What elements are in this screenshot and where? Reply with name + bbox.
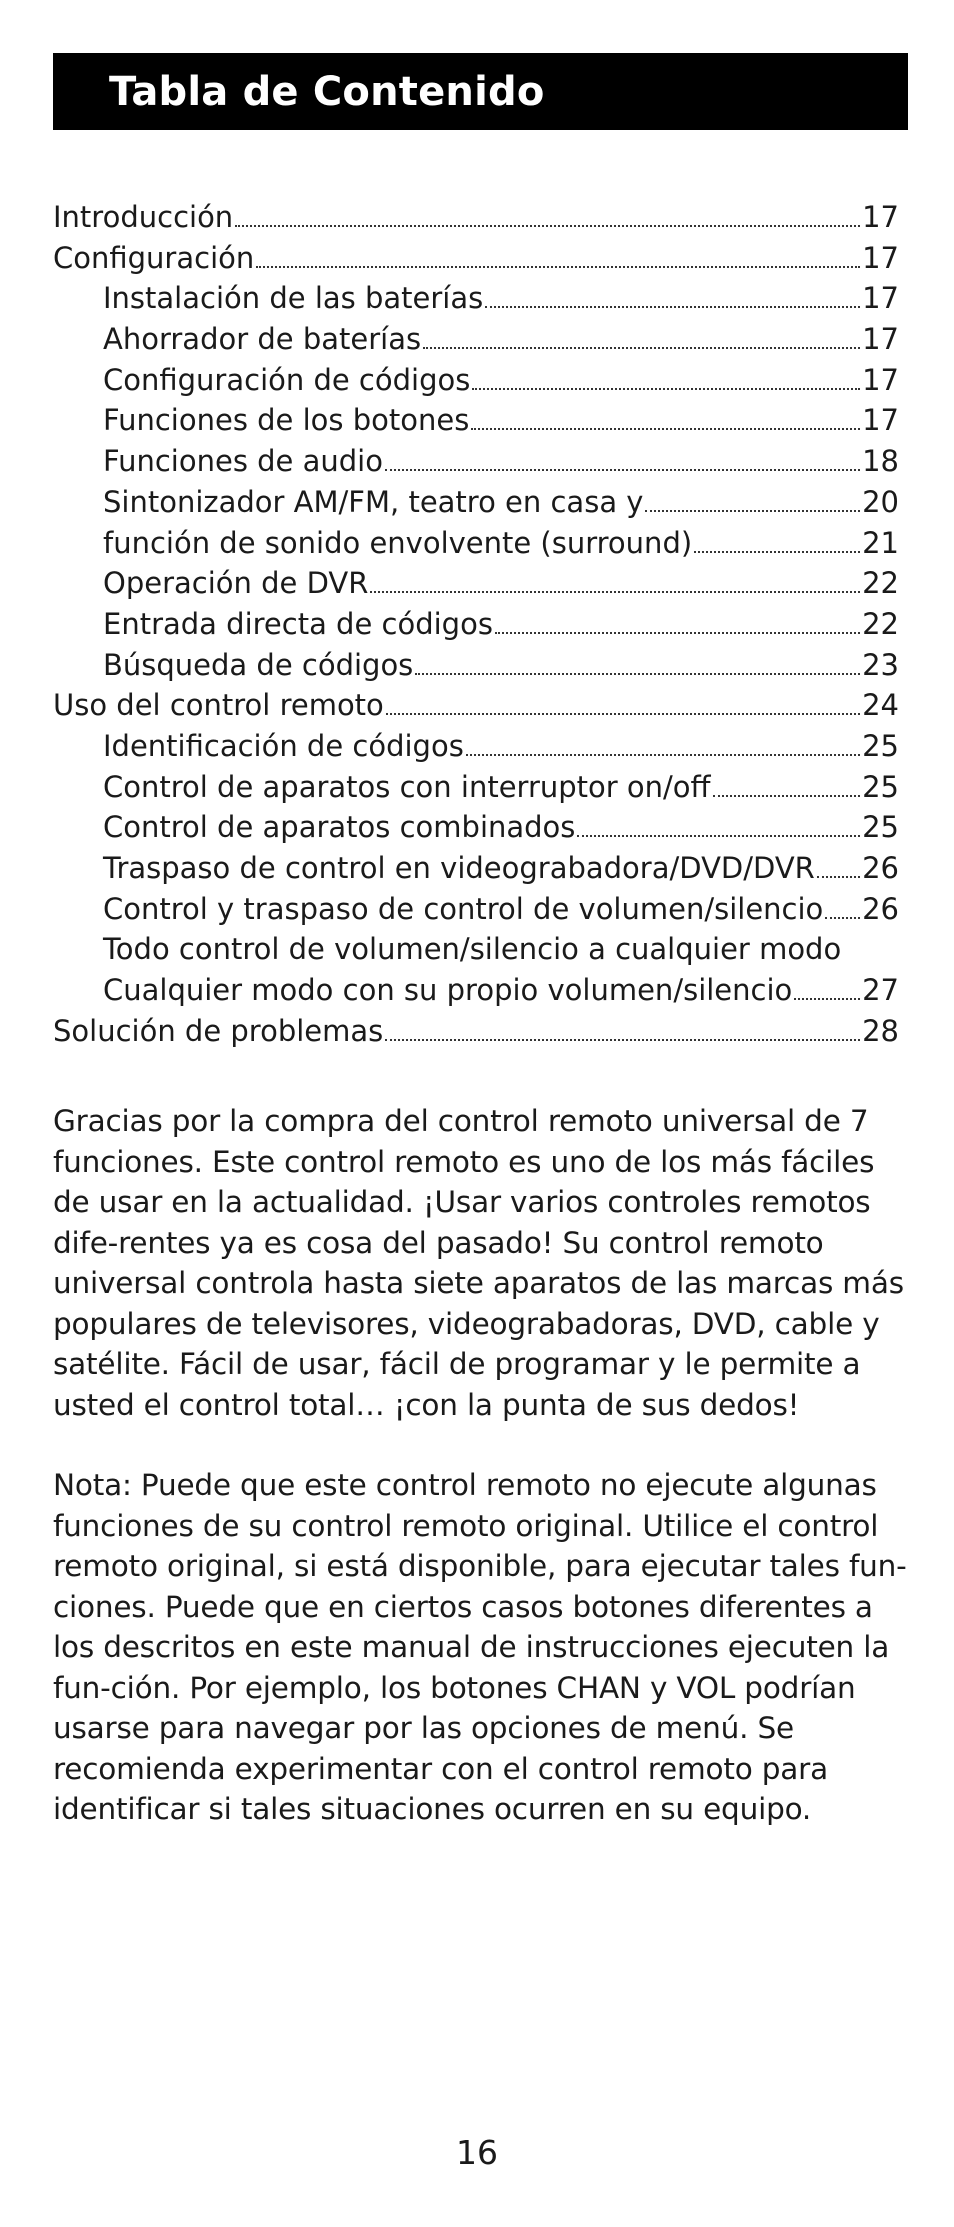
- toc-entry-page: 22: [862, 566, 899, 601]
- toc-entry-label: Solución de problemas: [53, 1013, 384, 1048]
- toc-dot-leader: [423, 347, 860, 349]
- toc-entry: [53, 441, 899, 482]
- toc-entry: [53, 238, 899, 279]
- toc-entry-page: 24: [862, 688, 899, 723]
- toc-entry-label: Entrada directa de códigos: [103, 606, 493, 641]
- toc-entry: [53, 319, 899, 360]
- toc-entry-label: Control de aparatos combinados: [103, 810, 576, 845]
- toc-dot-leader: [713, 795, 861, 797]
- toc-entry: [53, 604, 899, 645]
- toc-entry-label: Operación de DVR: [103, 566, 369, 601]
- toc-entry: [53, 767, 899, 808]
- toc-entry-page: 23: [862, 647, 899, 682]
- toc-entry-page: 17: [862, 281, 899, 316]
- toc-entry: [53, 726, 899, 767]
- toc-entry: [53, 889, 899, 930]
- toc-entry-page: 21: [862, 525, 899, 560]
- table-of-contents: [53, 197, 899, 1051]
- toc-entry-label: función de sonido envolvente (surround): [103, 525, 693, 560]
- toc-entry-page: 25: [862, 769, 899, 804]
- toc-entry-page: 26: [862, 851, 899, 885]
- toc-dot-leader: [235, 225, 860, 227]
- toc-entry-label: Instalación de las baterías: [103, 281, 484, 316]
- toc-entry: [53, 970, 899, 1011]
- page-title: Tabla de Contenido: [109, 68, 545, 115]
- toc-entry-label: Configuración: [53, 240, 255, 275]
- toc-entry-page: 17: [862, 362, 899, 397]
- toc-dot-leader: [485, 306, 860, 308]
- toc-dot-leader: [471, 428, 860, 430]
- toc-entry-label: Funciones de audio: [103, 444, 383, 479]
- toc-entry-label: Ahorrador de baterías: [103, 322, 422, 357]
- toc-entry-page: 17: [862, 322, 899, 357]
- toc-dot-leader: [577, 835, 860, 837]
- toc-dot-leader: [385, 469, 860, 471]
- toc-dot-leader: [825, 917, 860, 919]
- toc-entry-label: Introducción: [53, 200, 234, 234]
- toc-entry-label: Configuración de códigos: [103, 362, 471, 397]
- toc-entry-page: 28: [862, 1013, 899, 1048]
- toc-entry-label: Control de aparatos con interruptor on/off: [103, 769, 711, 804]
- toc-dot-leader: [466, 754, 860, 756]
- toc-entry-page: 22: [862, 606, 899, 641]
- toc-entry-page: 17: [862, 403, 899, 438]
- toc-dot-leader: [385, 1039, 860, 1041]
- toc-entry-label: Funciones de los botones: [103, 403, 470, 438]
- toc-entry-label: Búsqueda de códigos: [103, 647, 414, 682]
- toc-entry: [53, 1011, 899, 1052]
- toc-dot-leader: [645, 510, 860, 512]
- toc-dot-leader: [370, 591, 860, 593]
- toc-entry-label: Cualquier modo con su propio volumen/silencio: [103, 973, 793, 1008]
- toc-entry: [53, 685, 899, 726]
- toc-entry-label: Sintonizador AM/FM, teatro en casa y: [103, 484, 644, 519]
- toc-dot-leader: [495, 632, 860, 634]
- toc-entry: [53, 482, 899, 523]
- toc-entry-label: Uso del control remoto: [53, 688, 384, 723]
- toc-header-bar: [53, 53, 908, 130]
- toc-entry: [53, 807, 899, 848]
- toc-entry: [53, 645, 899, 686]
- toc-dot-leader: [472, 388, 860, 390]
- toc-entry: [53, 848, 899, 889]
- intro-paragraph: Gracias por la compra del control remoto universal de 7 funciones. Este control remoto es uno de los más fáciles de usar en la actualidad. ¡Usar varios controles remotos dife-rentes ya es cosa del pasado! Su control remoto universal controla hasta siete aparatos de las marcas más populares de televisores, videograbadoras, DVD, cable y satélite. Fácil de usar, fácil de programar y le permite a usted el control total… ¡con la punta de sus dedos!: [53, 1104, 904, 1422]
- note-paragraph: Nota: Puede que este control remoto no ejecute algunas funciones de su control remoto original. Utilice el control remoto original, si está disponible, para ejecutar tales fun-ciones. Puede que en ciertos casos botones diferentes a los descritos en este manual de instrucciones ejecuten la fun-ción. Por ejemplo, los botones CHAN y VOL podrían usarse para navegar por las opciones de menú. Se recomienda experimentar con el control remoto para identificar si tales situaciones ocurren en su equipo.: [53, 1468, 907, 1826]
- toc-entry: [53, 278, 899, 319]
- toc-entry-page: 17: [862, 240, 899, 275]
- toc-dot-leader: [415, 673, 860, 675]
- toc-dot-leader: [694, 551, 860, 553]
- toc-dot-leader: [817, 876, 860, 878]
- toc-entry-page: 25: [862, 728, 899, 763]
- toc-entry: [53, 360, 899, 401]
- toc-entry-label: Todo control de volumen/silencio a cualquier modo: [103, 932, 842, 967]
- toc-entry: [53, 197, 899, 238]
- toc-dot-leader: [256, 266, 860, 268]
- toc-entry-page: 20: [862, 484, 899, 519]
- toc-entry: [53, 563, 899, 604]
- toc-entry-page: 26: [862, 891, 899, 926]
- toc-dot-leader: [386, 713, 860, 715]
- toc-dot-leader: [794, 998, 860, 1000]
- toc-entry-page: 25: [862, 810, 899, 845]
- toc-entry-label: Identificación de códigos: [103, 728, 464, 763]
- toc-entry-label: Traspaso de control en videograbadora/DVD/DVR: [103, 851, 815, 885]
- toc-entry-label: Control y traspaso de control de volumen/silencio: [103, 891, 824, 926]
- page-number: 16: [456, 2133, 498, 2172]
- toc-entry-page: 18: [862, 444, 899, 479]
- toc-entry: [53, 400, 899, 441]
- toc-entry-page: 27: [862, 973, 899, 1008]
- toc-entry: [53, 929, 899, 970]
- toc-entry: [53, 523, 899, 564]
- toc-entry-page: 17: [862, 200, 899, 234]
